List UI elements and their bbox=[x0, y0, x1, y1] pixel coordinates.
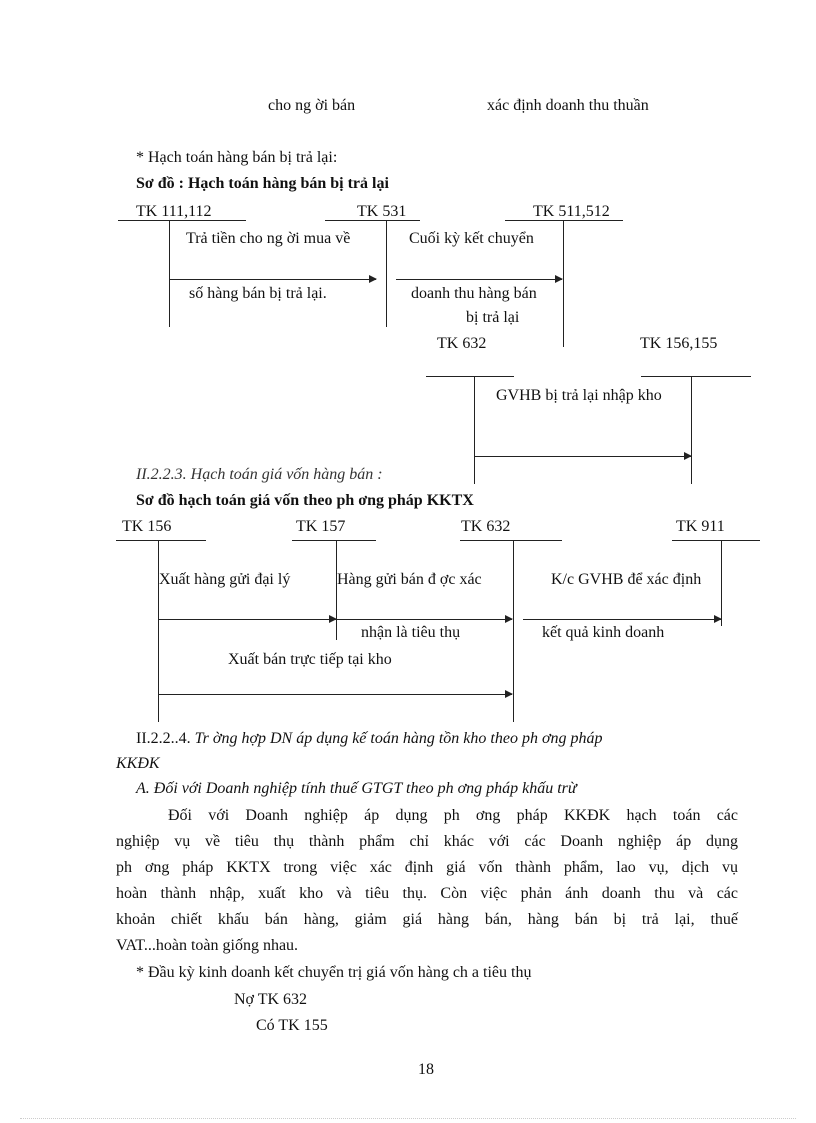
page-number: 18 bbox=[418, 1061, 434, 1078]
acc-tk511: TK 511,512 bbox=[533, 203, 610, 220]
label-revenue-returned: doanh thu hàng bán bbox=[411, 285, 537, 302]
label-returned-qty: số hàng bán bị trả lại. bbox=[189, 285, 327, 302]
page-bottom-rule bbox=[20, 1118, 796, 1119]
label-recognized: nhận là tiêu thụ bbox=[361, 624, 461, 641]
t-account-stem bbox=[386, 220, 387, 327]
t-account-rule bbox=[292, 540, 376, 541]
acc-tk531: TK 531 bbox=[357, 203, 407, 220]
label-business-result: kết quả kinh doanh bbox=[542, 624, 665, 641]
entry-debit: Nợ TK 632 bbox=[234, 991, 308, 1008]
t-account-stem bbox=[513, 540, 514, 722]
t-account-stem bbox=[721, 540, 722, 626]
acc-tk157: TK 157 bbox=[296, 518, 346, 535]
heading-number: II.2.2..4. bbox=[136, 730, 191, 747]
header-fragment-2: xác định doanh thu thuần bbox=[487, 97, 649, 114]
t-account-rule bbox=[641, 376, 751, 377]
paragraph-line: nghiệp vụ về tiêu thụ thành phẩm chỉ khác với các Doanh nghiệp áp dụng bbox=[116, 833, 738, 850]
label-direct-sale: Xuất bán trực tiếp tại kho bbox=[228, 651, 392, 668]
header-fragment-1: cho ng ời bán bbox=[268, 97, 356, 114]
heading-text: Tr ờng hợp DN áp dụng kế toán hàng tồn kho theo ph ơng pháp bbox=[194, 730, 603, 747]
acc-tk156b: TK 156 bbox=[122, 518, 172, 535]
label-returned: bị trả lại bbox=[466, 309, 520, 326]
heading-text-cont: KKĐK bbox=[116, 755, 160, 772]
t-account-stem bbox=[474, 376, 475, 484]
t-account-rule bbox=[426, 376, 514, 377]
acc-tk156: TK 156,155 bbox=[640, 335, 718, 352]
entry-credit: Có TK 155 bbox=[256, 1017, 328, 1034]
t-account-rule bbox=[118, 220, 246, 221]
arrow bbox=[170, 279, 376, 280]
body-paragraph bbox=[116, 803, 738, 959]
subheading-a: A. Đối với Doanh nghiệp tính thuế GTGT theo ph ơng pháp khấu trừ bbox=[136, 780, 577, 797]
acc-tk632: TK 632 bbox=[437, 335, 487, 352]
bullet-opening-transfer: * Đầu kỳ kinh doanh kết chuyển trị giá vốn hàng ch a tiêu thụ bbox=[136, 964, 532, 981]
label-period-end: Cuối kỳ kết chuyển bbox=[409, 230, 534, 247]
t-account-stem bbox=[336, 540, 337, 640]
arrow bbox=[475, 456, 691, 457]
section-heading-2223: II.2.2.3. Hạch toán giá vốn hàng bán : bbox=[136, 466, 383, 483]
t-account-stem bbox=[563, 220, 564, 347]
t-account-rule bbox=[460, 540, 562, 541]
t-account-stem bbox=[169, 220, 170, 327]
acc-tk911: TK 911 bbox=[676, 518, 725, 535]
arrow bbox=[159, 694, 512, 695]
label-transfer-cogs: K/c GVHB để xác định bbox=[551, 571, 702, 588]
t-account-stem bbox=[691, 376, 692, 484]
returns-intro: * Hạch toán hàng bán bị trả lại: bbox=[136, 149, 338, 166]
arrow bbox=[159, 619, 336, 620]
arrow bbox=[396, 279, 562, 280]
diagram1-title: Sơ đồ : Hạch toán hàng bán bị trả lại bbox=[136, 175, 389, 192]
paragraph-line: ph ơng pháp KKTX trong việc xác định giá vốn thành phẩm, lao vụ, dịch vụ bbox=[116, 859, 738, 876]
t-account-rule bbox=[672, 540, 760, 541]
label-consign: Xuất hàng gửi đại lý bbox=[159, 571, 291, 588]
acc-tk111: TK 111,112 bbox=[136, 203, 212, 220]
t-account-rule bbox=[505, 220, 623, 221]
paragraph-line: Đối với Doanh nghiệp áp dụng ph ơng pháp KKĐK hạch toán các bbox=[168, 807, 738, 824]
t-account-rule bbox=[325, 220, 420, 221]
acc-tk632b: TK 632 bbox=[461, 518, 511, 535]
label-refund: Trả tiền cho ng ời mua về bbox=[186, 230, 351, 247]
diagram2-title: Sơ đồ hạch toán giá vốn theo ph ơng pháp KKTX bbox=[136, 492, 474, 509]
paragraph-line: hoàn thành nhập, xuất kho và tiêu thụ. Còn việc phản ánh doanh thu và các bbox=[116, 885, 738, 902]
label-cogs-returned: GVHB bị trả lại nhập kho bbox=[496, 387, 662, 404]
section-heading-2224 bbox=[136, 729, 602, 748]
paragraph-line: VAT...hoàn toàn giống nhau. bbox=[116, 937, 299, 954]
label-consign-sold: Hàng gửi bán đ ợc xác bbox=[337, 571, 482, 588]
t-account-rule bbox=[116, 540, 206, 541]
arrow bbox=[337, 619, 512, 620]
paragraph-line: khoản chiết khấu bán hàng, giảm giá hàng bán, hàng bán bị trả lại, thuế bbox=[116, 911, 738, 928]
arrow bbox=[523, 619, 721, 620]
